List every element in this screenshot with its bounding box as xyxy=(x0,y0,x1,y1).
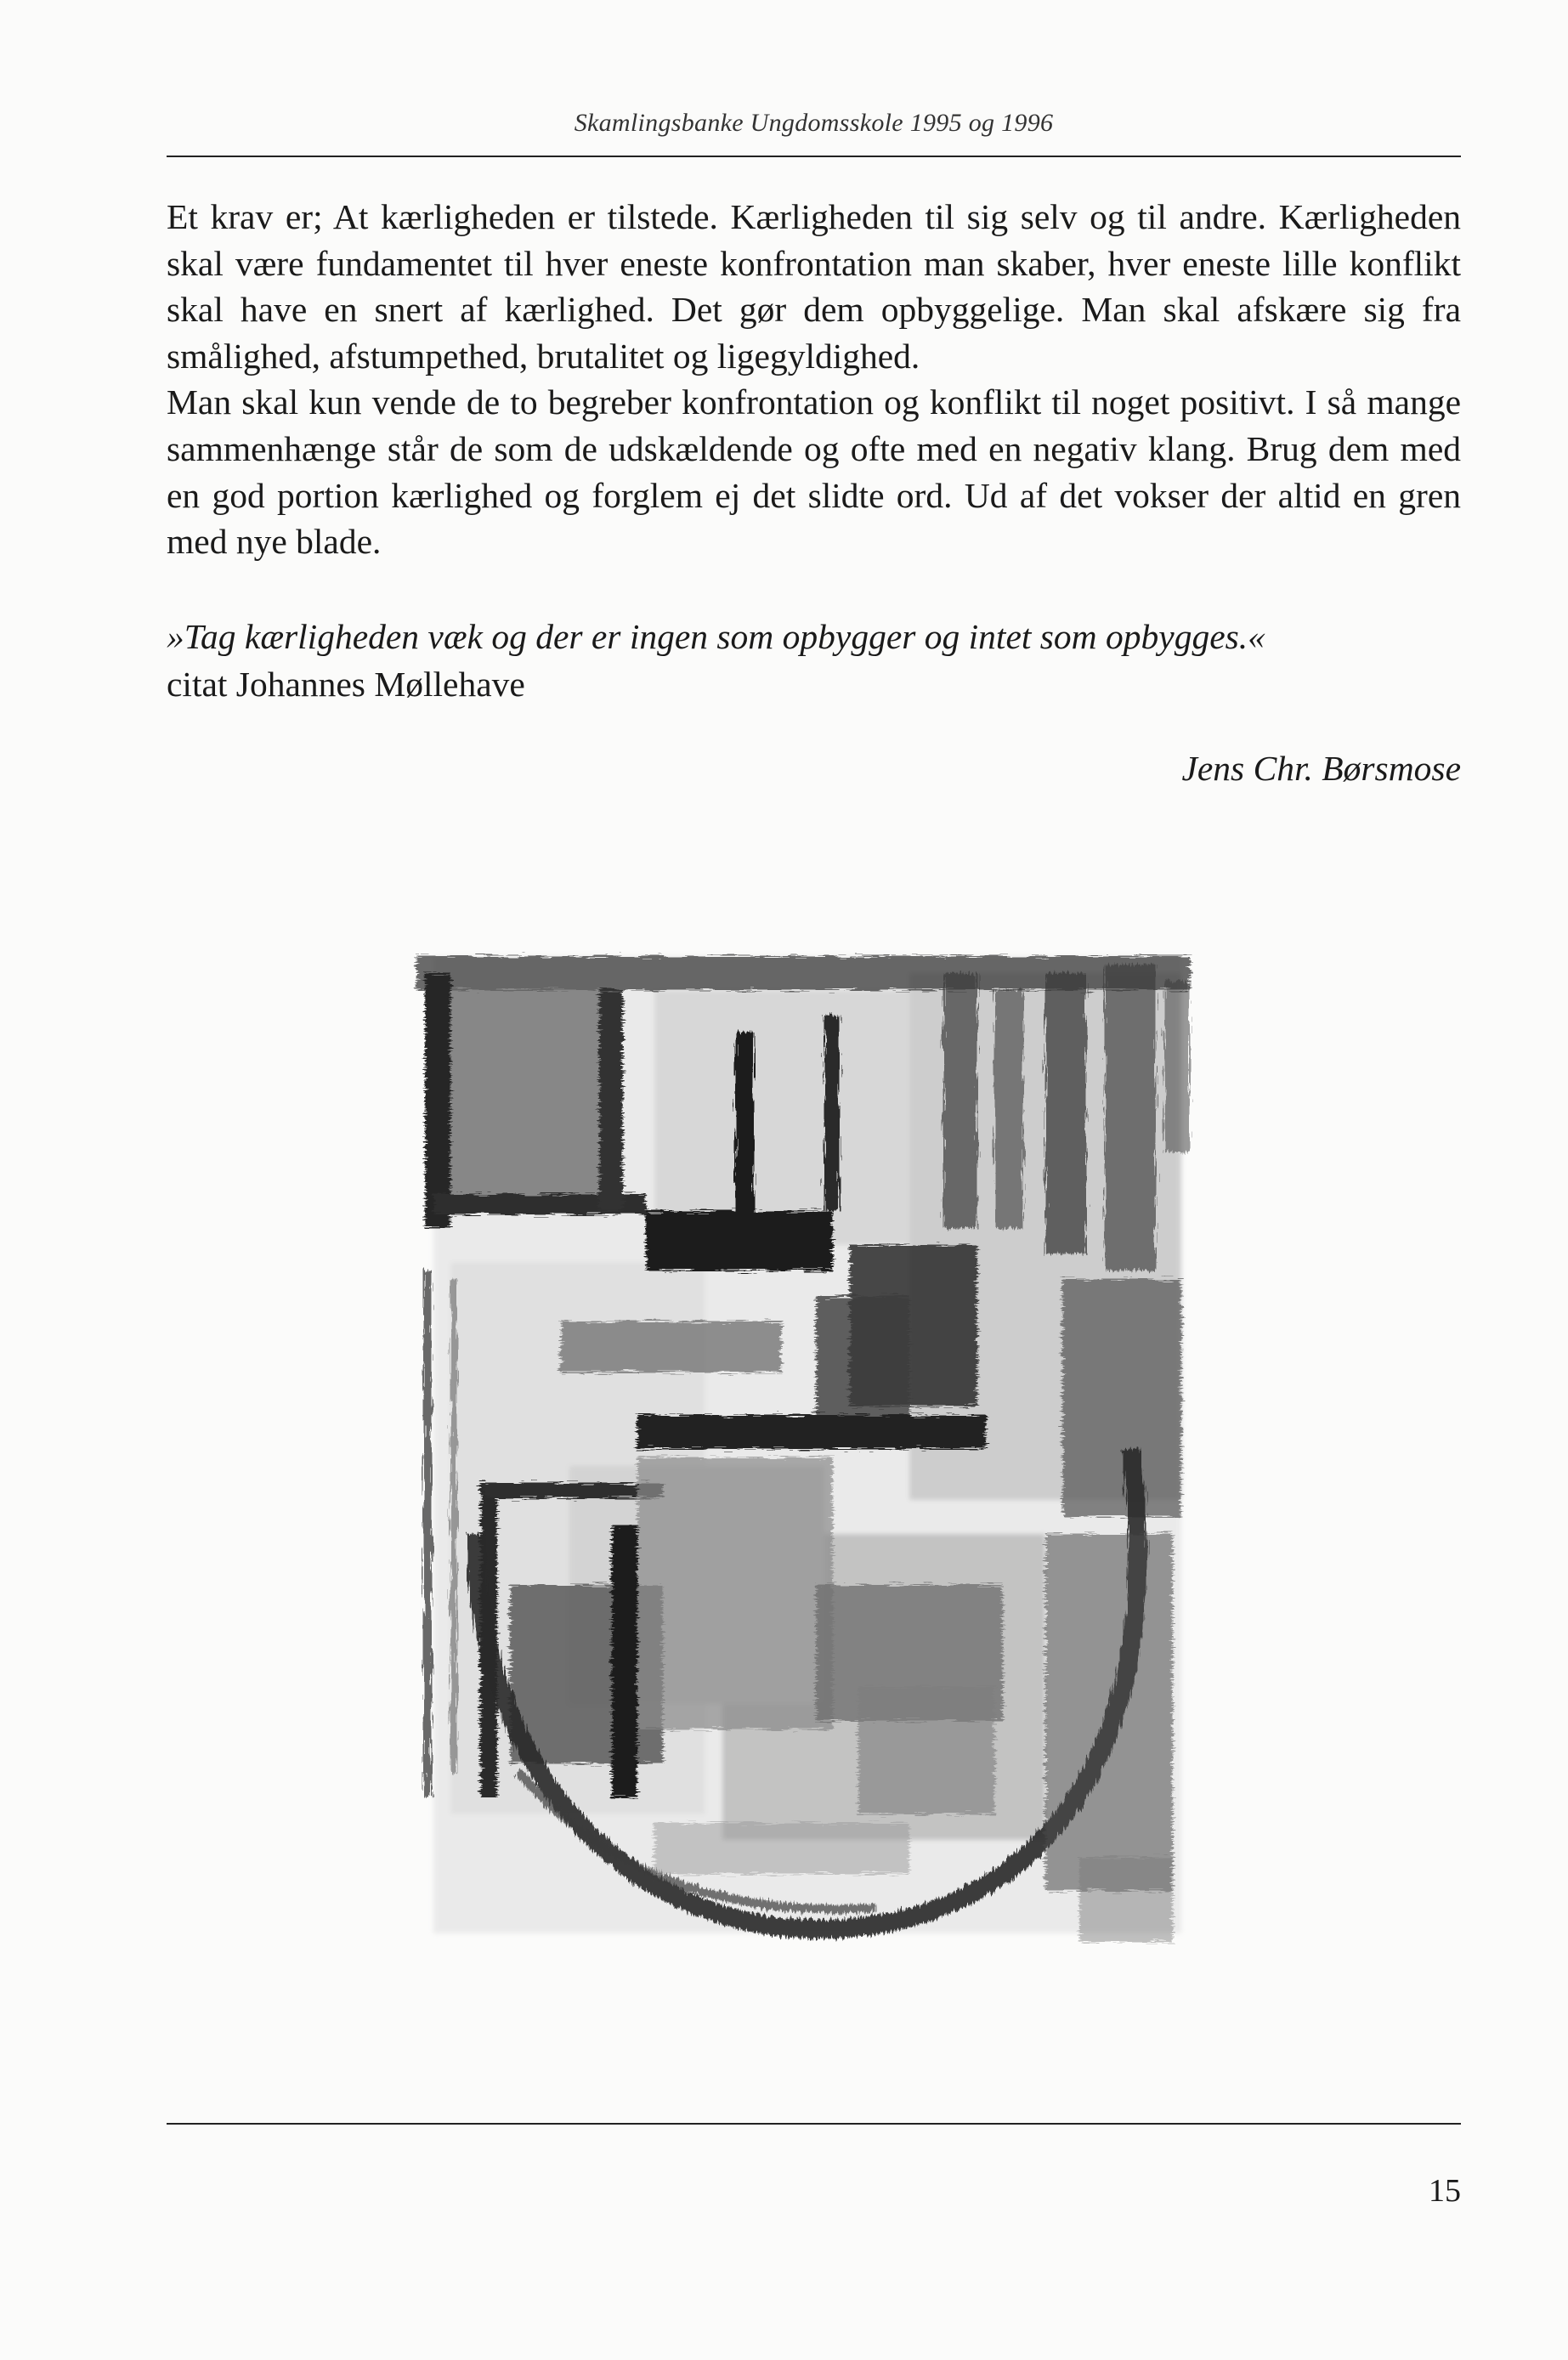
page-number: 15 xyxy=(1429,2173,1461,2209)
author-signature: Jens Chr. Børsmose xyxy=(1181,749,1461,788)
paragraph-2: Man skal kun vende de to begreber konfrontation og konflikt til noget positivt. I så mange sammenhænge står de som de udskældende og ofte med en negativ klang. Brug dem med en god portion kærlighed og forglem ej det slidte ord. Ud af det vokser der altid en gren med nye blade. xyxy=(167,382,1461,562)
body-text xyxy=(167,194,1461,565)
quote-attribution: citat Johannes Møllehave xyxy=(167,665,525,704)
quote-block xyxy=(167,613,1461,708)
header-rule xyxy=(167,156,1461,157)
footer-rule-right xyxy=(309,2123,1461,2125)
footer-rule-left xyxy=(167,2123,313,2125)
abstract-ink-artwork xyxy=(399,939,1228,1972)
quote-text: »Tag kærligheden væk og der er ingen som opbygger og intet som opbygges.« xyxy=(167,617,1265,656)
paragraph-1: Et krav er; At kærligheden er tilstede. Kærligheden til sig selv og til andre. Kærligheden skal være fundamentet til hver eneste konfrontation man skaber, hver eneste lille konflikt skal have en snert af kærlighed. Det gør dem opbyggelige. Man skal afskære sig fra smålighed, afstumpethed, brutalitet og ligegyldighed. xyxy=(167,197,1461,376)
running-header: Skamlingsbanke Ungdomsskole 1995 og 1996 xyxy=(574,109,1054,137)
